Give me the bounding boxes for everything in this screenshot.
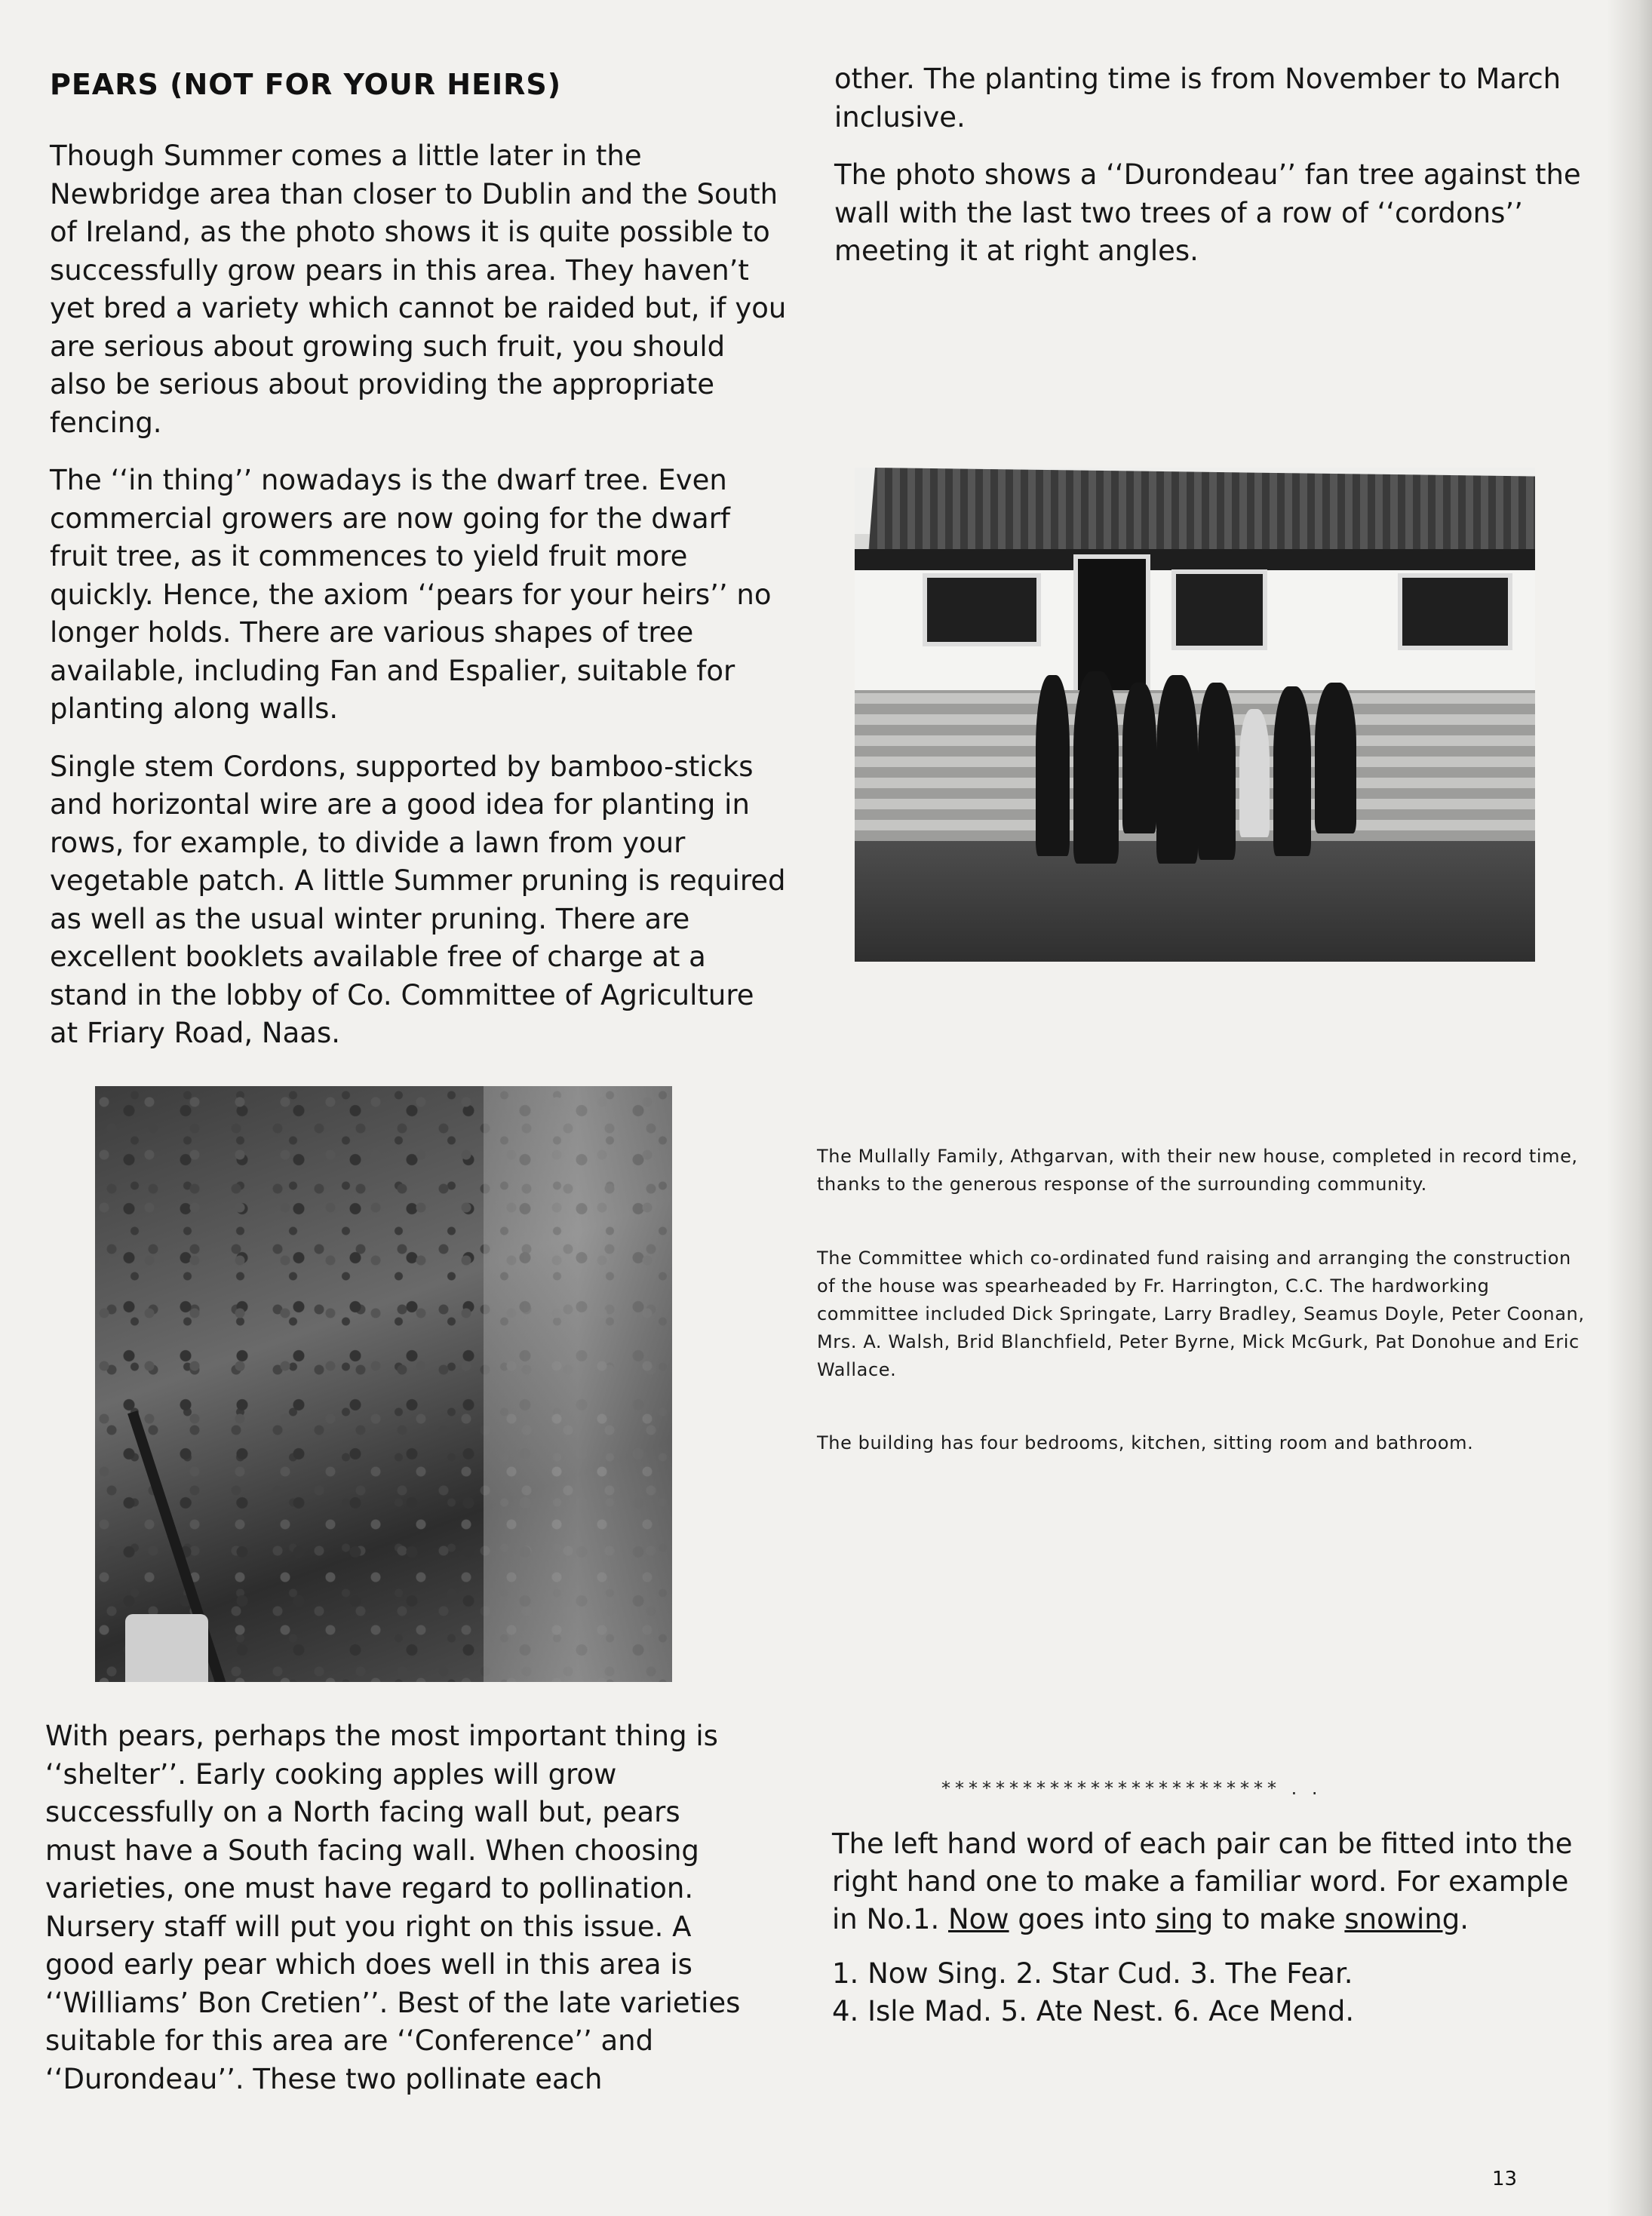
- house-photo: [855, 468, 1535, 962]
- photo-person: [1122, 683, 1156, 833]
- photo-roof: [855, 468, 1535, 554]
- photo-person: [1239, 709, 1270, 837]
- photo-person: [1315, 683, 1356, 833]
- paragraph-planting-time: other. The planting time is from November to March inclusive.: [834, 63, 1561, 134]
- puzzle-line-2: 4. Isle Mad. 5. Ate Nest. 6. Ace Mend.: [832, 1995, 1355, 2027]
- puzzle-line-1: 1. Now Sing. 2. Star Cud. 3. The Fear.: [832, 1957, 1353, 1990]
- photo-window: [1398, 573, 1512, 650]
- paragraph-summer: Though Summer comes a little later in the Newbridge area than closer to Dublin and the South of Ireland, as the photo shows it is quite possible to successfully grow pears in this area. They haven’t yet bred a variety which cannot be raided but, if you are serious about growing such fruit, you should also be serious about providing the appropriate fencing.: [50, 140, 787, 439]
- right-column: [834, 60, 1589, 290]
- puzzle-intro-text: .: [1460, 1903, 1469, 1935]
- paragraph-dwarf-tree: The ‘‘in thing’’ nowadays is the dwarf tree. Even commercial growers are now going for the dwarf fruit tree, as it commences to yield fruit more quickly. Hence, the axiom ‘‘pears for your heirs’’ no longer holds. There are various shapes of tree available, including Fan and Espalier, suitable for planting along walls.: [50, 464, 772, 725]
- pear-tree-photo: [95, 1086, 672, 1682]
- puzzle-intro-text: The left hand word of each pair can be fitted into the right hand one to make a familiar word. For example in No.1.: [832, 1828, 1573, 1935]
- photo-wall: [484, 1086, 672, 1682]
- photo-window: [923, 573, 1041, 646]
- photo-person: [1156, 675, 1198, 864]
- photo-person: [1073, 671, 1119, 864]
- puzzle-intro-text: to make: [1213, 1903, 1345, 1935]
- paragraph-photo-description: The photo shows a ‘‘Durondeau’’ fan tree against the wall with the last two trees of a row of ‘‘cordons’’ meeting it at right angles.: [834, 158, 1581, 267]
- puzzle-intro: [832, 1825, 1586, 1938]
- photo-fascia: [855, 549, 1535, 570]
- page-number: 13: [1492, 2168, 1518, 2190]
- puzzle-example-sing: sing: [1155, 1903, 1214, 1935]
- photo-window: [1171, 569, 1267, 650]
- photo-person: [1036, 675, 1070, 856]
- paragraph-cordons: Single stem Cordons, supported by bamboo-sticks and horizontal wire are a good idea for planting in rows, for example, to divide a lawn from your vegetable patch. A little Summer pruning is required as well as the usual winter pruning. There are excellent booklets available free of charge at a stand in the lobby of Co. Committee of Agriculture at Friary Road, Naas.: [50, 750, 786, 1049]
- paragraph-shelter: With pears, perhaps the most important thing is ‘‘shelter’’. Early cooking apples will grow successfully on a North facing wall but, pears must have a South facing wall. When choosing varieties, one must have regard to pollination. Nursery staff will put you right on this issue. A good early pear which does well in this area is ‘‘Williams’ Bon Cretien’’. Best of the late varieties suitable for this area are ‘‘Conference’’ and ‘‘Durondeau’’. These two pollinate each: [45, 1720, 741, 2095]
- word-puzzle: [832, 1825, 1586, 2030]
- article-heading: PEARS (NOT FOR YOUR HEIRS): [50, 68, 562, 101]
- puzzle-intro-text: goes into: [1009, 1903, 1156, 1935]
- house-caption-family: The Mullally Family, Athgarvan, with their new house, completed in record time, thanks to the generous response of the surrounding community.: [817, 1146, 1578, 1195]
- house-caption-committee: The Committee which co-ordinated fund raising and arranging the construction of the house was spearheaded by Fr. Harrington, C.C. The hardworking committee included Dick Springate, Larry Bradley, Seamus Doyle, Peter Coonan, Mrs. A. Walsh, Brid Blanchfield, Peter Byrne, Mick McGurk, Pat Donohue and Eric Wallace.: [817, 1248, 1585, 1380]
- divider-stars: ************************* . .: [941, 1778, 1322, 1799]
- photo-pot: [125, 1614, 208, 1682]
- photo-person: [1273, 686, 1311, 856]
- puzzle-example-snowing: snowing: [1344, 1903, 1460, 1935]
- left-column: [50, 68, 789, 1073]
- house-caption-building: The building has four bedrooms, kitchen, sitting room and bathroom.: [817, 1432, 1474, 1453]
- photo-person: [1198, 683, 1236, 860]
- page-edge-shadow: [1607, 0, 1652, 2216]
- puzzle-example-now: Now: [947, 1903, 1009, 1935]
